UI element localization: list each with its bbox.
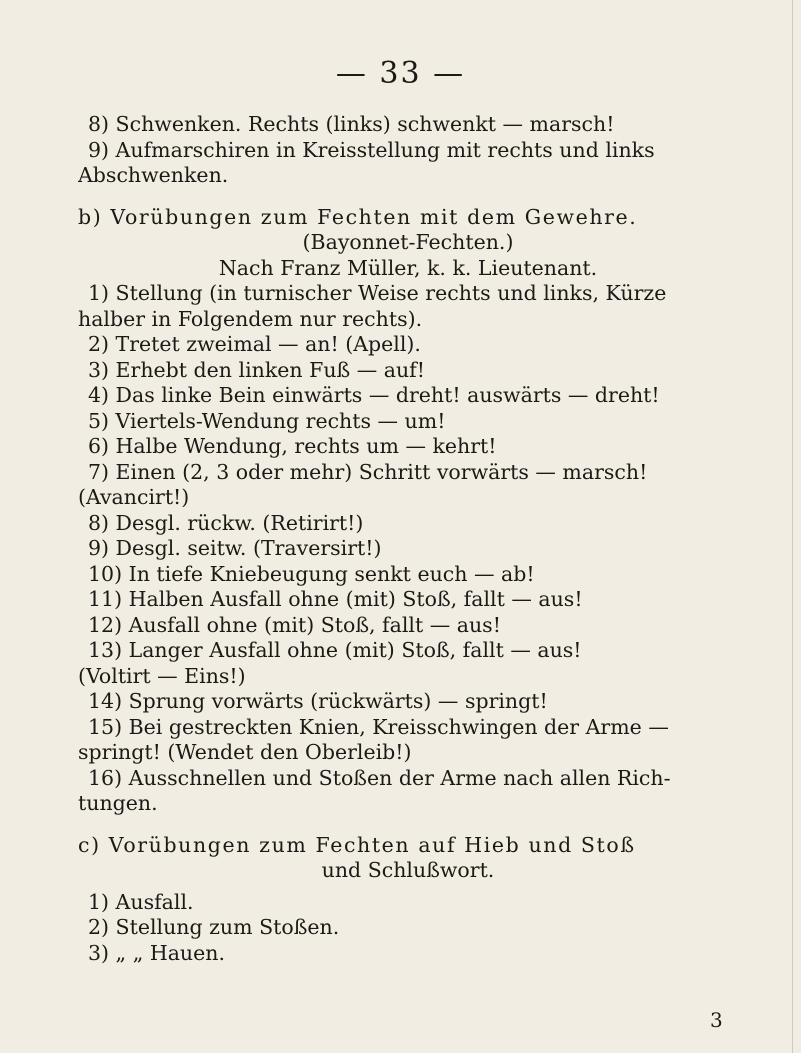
list-item: 3) Erhebt den linken Fuß — auf!	[88, 357, 425, 382]
list-item: 13) Langer Ausfall ohne (mit) Stoß, fallt — aus!	[88, 638, 582, 662]
list-item: 4) Das linke Bein einwärts — dreht! auswärts — dreht!	[88, 383, 660, 407]
list-item-continuation: (Voltirt — Eins!)	[78, 663, 246, 688]
list-item: 16) Ausschnellen und Stoßen der Arme nach allen Rich-	[88, 765, 671, 790]
list-item-continuation: halber in Folgendem nur rechts).	[78, 306, 423, 331]
list-item: 15) Bei gestreckten Knien, Kreisschwingen der Arme —	[88, 714, 669, 739]
page-content	[78, 112, 738, 966]
list-item-continuation: tungen.	[78, 791, 158, 815]
list-item: 2) Stellung zum Stoßen.	[88, 915, 340, 939]
section-heading: b) Vorübungen zum Fechten mit dem Gewehre.	[78, 204, 638, 229]
signature-mark: 3	[710, 1008, 723, 1032]
list-item: 7) Einen (2, 3 oder mehr) Schritt vorwärts — marsch!	[88, 459, 648, 484]
list-item: 2) Tretet zweimal — an! (Apell).	[88, 332, 421, 356]
list-item: 10) In tiefe Kniebeugung senkt euch — ab!	[88, 561, 535, 586]
list-item: 3) „ „ Hauen.	[88, 940, 225, 965]
list-item: 9) Aufmarschiren in Kreisstellung mit rechts und links	[88, 137, 655, 162]
list-item: 9) Desgl. seitw. (Traversirt!)	[88, 536, 382, 560]
list-item-continuation: springt! (Wendet den Oberleib!)	[78, 740, 412, 764]
list-item-continuation: Abschwenken.	[78, 163, 229, 187]
page-number: — 33 —	[335, 56, 466, 91]
page-edge	[792, 0, 793, 1053]
section-subheading: (Bayonnet-Fechten.)	[302, 230, 514, 254]
list-item: 8) Desgl. rückw. (Retirirt!)	[88, 510, 364, 535]
list-item: 1) Stellung (in turnischer Weise rechts und links, Kürze	[88, 281, 667, 305]
list-item: 12) Ausfall ohne (mit) Stoß, fallt — aus!	[88, 612, 501, 637]
list-item: 11) Halben Ausfall ohne (mit) Stoß, fallt — aus!	[88, 587, 583, 611]
list-item: 6) Halbe Wendung, rechts um — kehrt!	[88, 434, 497, 458]
list-item: 14) Sprung vorwärts (rückwärts) — springt!	[88, 689, 548, 713]
section-heading: c) Vorübungen zum Fechten auf Hieb und Stoß	[78, 832, 636, 857]
list-item: 1) Ausfall.	[88, 889, 194, 914]
list-item: 8) Schwenken. Rechts (links) schwenkt — marsch!	[88, 112, 615, 136]
list-item-continuation: (Avancirt!)	[78, 485, 190, 509]
section-author: Nach Franz Müller, k. k. Lieutenant.	[218, 255, 598, 280]
section-subheading: und Schlußwort.	[321, 858, 495, 882]
list-item: 5) Viertels-Wendung rechts — um!	[88, 408, 446, 433]
